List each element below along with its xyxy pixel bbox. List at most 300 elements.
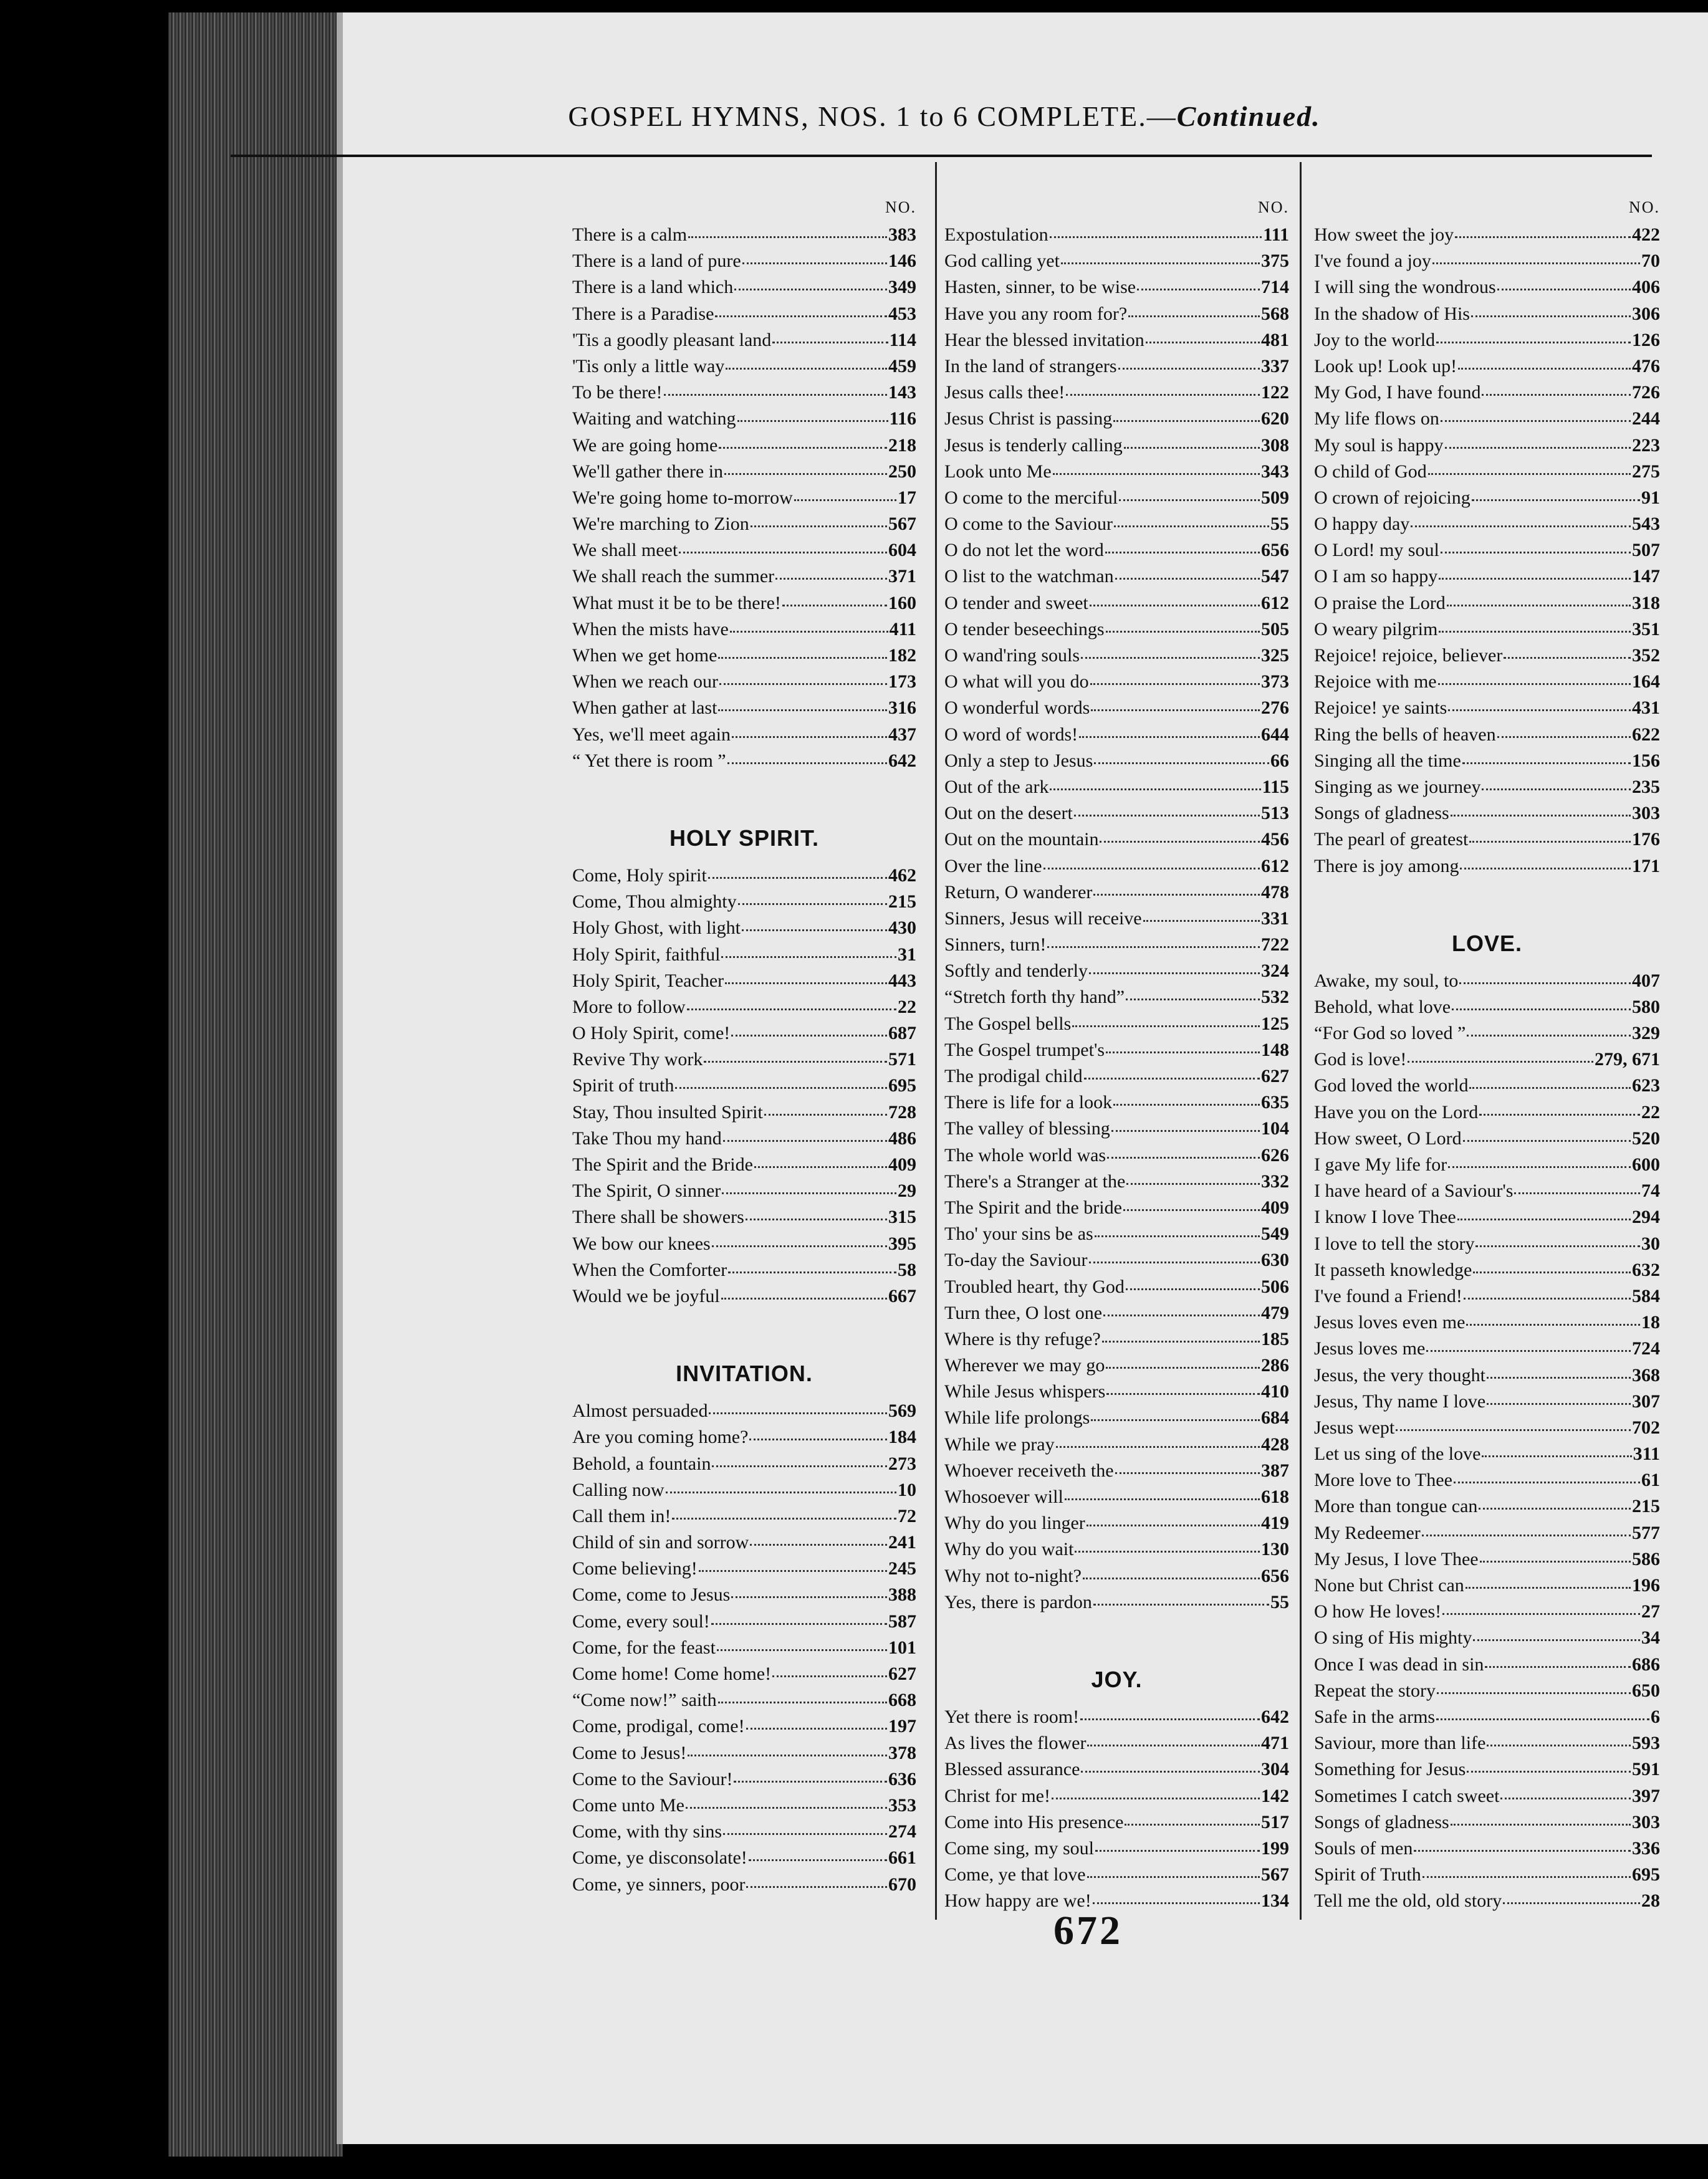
hymn-number: 687	[888, 1023, 916, 1044]
section-title: INVITATION.	[676, 1361, 813, 1387]
hymn-title: There is a land which	[572, 277, 734, 298]
hymn-title: Why do you linger	[944, 1513, 1085, 1534]
dot-leader	[1469, 1087, 1631, 1089]
hymn-number: 304	[1261, 1759, 1289, 1780]
hymn-title: Why not to-night?	[944, 1565, 1082, 1586]
hymn-title: Come unto Me	[572, 1794, 684, 1816]
hymn-title: Something for Jesus	[1314, 1759, 1466, 1780]
hymn-index-entry	[944, 1460, 1289, 1487]
hymn-index-entry	[572, 619, 916, 645]
hymn-title: Jesus Christ is passing	[944, 408, 1113, 429]
hymn-number: 22	[1641, 1101, 1660, 1123]
hymn-number: 577	[1632, 1522, 1660, 1543]
hymn-index-entry	[572, 1128, 916, 1154]
hymn-title: O crown of rejoicing	[1314, 487, 1471, 508]
hymn-title: Only a step to Jesus	[944, 750, 1093, 771]
hymn-number: 316	[888, 697, 916, 719]
hymn-number: 407	[1632, 970, 1660, 991]
hymn-number: 122	[1261, 382, 1289, 403]
hymn-number: 580	[1632, 996, 1660, 1017]
hymn-index-entry	[944, 1276, 1289, 1303]
hymn-title: O tender and sweet	[944, 592, 1088, 613]
hymn-index-entry	[944, 934, 1289, 960]
hymn-title: Jesus calls thee!	[944, 382, 1065, 403]
hymn-index-entry	[572, 487, 916, 514]
hymn-title: Whosoever will	[944, 1487, 1063, 1507]
hymn-number: 184	[888, 1427, 916, 1448]
dot-leader	[717, 1649, 887, 1651]
hymn-number: 478	[1261, 881, 1289, 903]
hymn-index-entry	[1314, 619, 1660, 645]
hymn-number: 620	[1261, 408, 1289, 429]
hymn-title: Turn thee, O lost one	[944, 1302, 1103, 1323]
hymn-number: 245	[888, 1558, 916, 1579]
hymn-title: Come, come to Jesus	[572, 1584, 731, 1606]
dot-leader	[749, 1439, 887, 1440]
hymn-index-entry	[944, 803, 1289, 829]
hymn-title: Why do you wait	[944, 1539, 1074, 1560]
hymn-title: There is joy among	[1314, 855, 1459, 876]
hymn-index-entry	[944, 1487, 1289, 1513]
dot-leader	[1423, 1876, 1631, 1878]
hymn-index-entry	[572, 1611, 916, 1637]
hymn-index-entry	[944, 566, 1289, 592]
hymn-title: We bow our knees	[572, 1233, 711, 1254]
page-number: 672	[1053, 1908, 1123, 1953]
dot-leader	[675, 1087, 887, 1089]
hymn-index-entry	[572, 382, 916, 408]
section-title: LOVE.	[1451, 930, 1523, 956]
hymn-title: Look unto Me	[944, 461, 1052, 482]
hymn-number: 410	[1261, 1381, 1289, 1402]
hymn-title: O Holy Spirit, come!	[572, 1023, 731, 1044]
dot-leader	[1061, 262, 1260, 264]
hymn-number: 695	[888, 1075, 916, 1096]
hymn-title: Holy Spirit, Teacher	[572, 970, 724, 991]
hymn-title: We shall reach the summer	[572, 566, 775, 587]
hymn-index-entry	[944, 1092, 1289, 1118]
dot-leader	[1106, 1367, 1260, 1369]
hymn-index-entry	[944, 1329, 1289, 1355]
hymn-title: There is a calm	[572, 224, 688, 245]
hymn-index-entry	[1314, 540, 1660, 566]
dot-leader	[721, 1298, 887, 1300]
hymn-title: When the mists have	[572, 618, 729, 639]
dot-leader	[1114, 525, 1269, 527]
dot-leader	[708, 877, 887, 879]
hymn-number: 66	[1270, 750, 1289, 771]
hymn-index-entry	[1314, 461, 1660, 487]
hymn-title: We'll gather there in	[572, 461, 724, 482]
dot-leader	[1439, 631, 1631, 633]
dot-leader	[1514, 1192, 1640, 1194]
hymn-index-entry	[572, 1874, 916, 1900]
hymn-index-entry	[572, 1075, 916, 1101]
hymn-index-entry	[944, 1566, 1289, 1592]
hymn-number: 130	[1261, 1539, 1289, 1560]
hymn-index-entry	[572, 891, 916, 917]
hymn-number: 395	[888, 1233, 916, 1254]
hymn-number: 567	[1261, 1864, 1289, 1885]
hymn-index-entry	[1314, 1523, 1660, 1549]
hymn-title: O praise the Lord	[1314, 592, 1446, 613]
hymn-number: 604	[888, 540, 916, 561]
hymn-title: God calling yet	[944, 251, 1060, 272]
dot-leader	[1090, 605, 1260, 606]
hymn-index-entry	[944, 856, 1289, 882]
hymn-index-entry	[572, 1769, 916, 1795]
dot-leader	[726, 368, 887, 370]
hymn-title: Songs of gladness	[1314, 1811, 1449, 1832]
hymn-title: O word of words!	[944, 724, 1078, 745]
hymn-index-entry	[944, 1355, 1289, 1381]
hymn-number: 656	[1261, 540, 1289, 561]
hymn-number: 91	[1641, 487, 1660, 508]
dot-leader	[1113, 1104, 1260, 1106]
hymn-number: 171	[1632, 855, 1660, 876]
hymn-title: I love to tell the story	[1314, 1233, 1475, 1254]
hymn-index-entry	[944, 1171, 1289, 1197]
hymn-title: Over the line	[944, 855, 1042, 876]
dot-leader	[1452, 1008, 1631, 1010]
hymn-number: 702	[1632, 1417, 1660, 1438]
dot-leader	[725, 982, 887, 984]
hymn-number: 10	[898, 1479, 916, 1500]
hymn-number: 375	[1261, 251, 1289, 272]
hymn-index-entry	[1314, 1391, 1660, 1417]
section-title: JOY.	[1091, 1666, 1143, 1692]
hymn-number: 586	[1632, 1548, 1660, 1569]
dot-leader	[1137, 289, 1260, 290]
hymn-number: 34	[1641, 1627, 1660, 1649]
hymn-title: Sinners, turn!	[944, 934, 1047, 955]
hymn-title: Revive Thy work	[572, 1049, 703, 1070]
hymn-index-entry	[1314, 1365, 1660, 1391]
hymn-title: Hear the blessed invitation	[944, 329, 1144, 350]
hymn-title: To-day the Saviour	[944, 1250, 1088, 1271]
dot-leader	[1074, 815, 1260, 817]
hymn-index-entry	[572, 997, 916, 1023]
dot-leader	[1441, 420, 1631, 422]
dot-leader	[1473, 1271, 1631, 1273]
hymn-title: Singing all the time	[1314, 750, 1461, 771]
hymn-number: 443	[888, 970, 916, 991]
hymn-index-entry	[944, 960, 1289, 987]
dot-leader	[1106, 631, 1260, 633]
hymn-title: The prodigal child	[944, 1066, 1083, 1086]
hymn-number: 182	[888, 645, 916, 666]
hymn-index-entry	[944, 882, 1289, 908]
hymn-number: 506	[1261, 1276, 1289, 1297]
hymn-title: O wand'ring souls	[944, 645, 1080, 666]
hymn-number: 644	[1261, 724, 1289, 745]
dot-leader	[1124, 447, 1260, 449]
hymn-number: 476	[1632, 355, 1660, 376]
dot-leader	[1482, 394, 1631, 396]
hymn-number: 185	[1261, 1328, 1289, 1349]
hymn-number: 215	[1632, 1496, 1660, 1517]
hymn-index-entry	[1314, 1128, 1660, 1154]
hymn-index-entry	[944, 224, 1289, 251]
hymn-title: We're marching to Zion	[572, 514, 749, 535]
hymn-title: Once I was dead in sin	[1314, 1654, 1484, 1675]
hymn-number: 17	[898, 487, 916, 508]
hymn-index-entry	[1314, 750, 1660, 777]
dot-leader	[727, 762, 887, 764]
hymn-index-entry	[572, 1690, 916, 1716]
hymn-index-entry	[1314, 1180, 1660, 1207]
hymn-index-entry	[944, 251, 1289, 277]
hymn-index-entry	[1314, 1207, 1660, 1233]
hymn-number: 459	[888, 355, 916, 376]
dot-leader	[1094, 762, 1269, 764]
book-spine-edge	[168, 12, 343, 2157]
hymn-number: 337	[1261, 355, 1289, 376]
hymn-number: 520	[1632, 1128, 1660, 1149]
hymn-index-entry	[1314, 356, 1660, 382]
hymn-title: “Come now!” saith	[572, 1690, 717, 1711]
hymn-title: While we pray	[944, 1434, 1055, 1455]
hymn-title: The pearl of greatest	[1314, 829, 1469, 850]
hymn-title: Wherever we may go	[944, 1355, 1105, 1376]
hymn-title: In the land of strangers	[944, 355, 1117, 376]
dot-leader	[1451, 1824, 1631, 1826]
dot-leader	[1080, 1718, 1260, 1720]
hymn-title: O child of God	[1314, 461, 1427, 482]
hymn-number: 111	[1263, 224, 1289, 245]
hymn-title: Expostulation	[944, 224, 1048, 245]
dot-leader	[715, 315, 887, 317]
hymn-index-entry	[572, 1532, 916, 1558]
hymn-index-entry	[944, 908, 1289, 934]
hymn-index-entry	[572, 1102, 916, 1128]
hymn-number: 642	[888, 750, 916, 771]
hymn-title: Rejoice with me	[1314, 671, 1437, 692]
hymn-title: Child of sin and sorrow	[572, 1532, 749, 1553]
dot-leader	[1044, 868, 1260, 869]
dot-leader	[1487, 1403, 1631, 1405]
hymn-number: 331	[1261, 908, 1289, 929]
hymn-index-entry	[1314, 1417, 1660, 1444]
hymn-number: 324	[1261, 960, 1289, 982]
hymn-number: 101	[888, 1637, 916, 1658]
hymn-index-entry	[1314, 1680, 1660, 1707]
dot-leader	[1459, 982, 1631, 984]
dot-leader	[1469, 841, 1631, 843]
hymn-index-entry	[944, 645, 1289, 671]
hymn-index-entry	[1314, 856, 1660, 882]
hymn-index-entry	[1314, 1102, 1660, 1128]
dot-leader	[746, 1886, 887, 1888]
dot-leader	[738, 903, 887, 905]
hymn-number: 373	[1261, 671, 1289, 692]
index-column-1	[572, 198, 916, 1900]
header-rule	[231, 155, 1652, 157]
dot-leader	[1093, 1902, 1260, 1904]
hymn-number: 383	[888, 224, 916, 245]
hymn-index-entry	[944, 1513, 1289, 1539]
hymn-index-entry	[1314, 277, 1660, 303]
dot-leader	[664, 394, 888, 396]
hymn-number: 612	[1261, 592, 1289, 613]
dot-leader	[1454, 1482, 1640, 1483]
hymn-index-entry	[944, 356, 1289, 382]
dot-leader	[1471, 315, 1631, 317]
dot-leader	[1460, 868, 1631, 869]
hymn-index-entry	[572, 1180, 916, 1207]
hymn-number: 587	[888, 1611, 916, 1632]
dot-leader	[728, 1271, 896, 1273]
dot-leader	[1084, 1078, 1260, 1080]
hymn-index-entry	[1314, 970, 1660, 997]
hymn-number: 549	[1261, 1224, 1289, 1245]
hymn-index-entry	[572, 1049, 916, 1075]
dot-leader	[1126, 1183, 1260, 1185]
hymn-index-entry	[1314, 1049, 1660, 1075]
hymn-number: 29	[898, 1180, 916, 1202]
hymn-title: I gave My life for	[1314, 1154, 1447, 1175]
hymn-number: 325	[1261, 645, 1289, 666]
hymn-number: 668	[888, 1690, 916, 1711]
dot-leader	[1487, 1377, 1631, 1379]
hymn-title: When gather at last	[572, 697, 717, 719]
hymn-index-entry	[944, 1592, 1289, 1618]
hymn-title: When the Comforter	[572, 1259, 727, 1280]
hymn-index-entry	[572, 435, 916, 461]
hymn-number: 567	[888, 514, 916, 535]
hymn-index-entry	[1314, 724, 1660, 750]
hymn-number: 148	[1261, 1039, 1289, 1060]
hymn-title: O wonderful words	[944, 697, 1090, 719]
hymn-index-entry	[572, 1260, 916, 1286]
hymn-title: Behold, what love	[1314, 996, 1451, 1017]
hymn-index-entry	[944, 1707, 1289, 1733]
hymn-number: 315	[888, 1207, 916, 1228]
dot-leader	[1448, 1166, 1631, 1168]
hymn-title: Where is thy refuge?	[944, 1328, 1101, 1349]
hymn-number: 627	[1261, 1066, 1289, 1086]
hymn-index-entry	[944, 1786, 1289, 1812]
dot-leader	[1102, 1341, 1260, 1343]
hymn-number: 627	[888, 1664, 916, 1684]
dot-leader	[1128, 315, 1260, 317]
dot-leader	[1451, 815, 1631, 817]
hymn-title: While life prolongs	[944, 1407, 1090, 1429]
dot-leader	[1455, 236, 1631, 238]
dot-leader	[737, 420, 888, 422]
hymn-index-entry	[1314, 697, 1660, 724]
dot-leader	[1143, 920, 1260, 922]
dot-leader	[1091, 1419, 1260, 1421]
dot-leader	[1065, 1498, 1260, 1500]
hymn-index-entry	[572, 408, 916, 434]
hymn-title: Come, Thou almighty	[572, 891, 737, 912]
dot-leader	[718, 1702, 887, 1703]
dot-leader	[1100, 841, 1260, 843]
hymn-title: Sinners, Jesus will receive	[944, 908, 1142, 929]
hymn-index-entry	[572, 750, 916, 777]
dot-leader	[1106, 1051, 1260, 1053]
hymn-title: My Redeemer	[1314, 1522, 1421, 1543]
hymn-number: 143	[888, 382, 916, 403]
dot-leader	[1081, 657, 1260, 659]
hymn-title: Rejoice! ye saints	[1314, 697, 1447, 719]
hymn-index-entry	[944, 1381, 1289, 1407]
dot-leader	[1438, 683, 1631, 685]
dot-leader	[1503, 1902, 1640, 1904]
dot-leader	[719, 447, 887, 449]
dot-leader	[722, 1192, 896, 1194]
column-number-label: NO.	[885, 198, 916, 216]
hymn-title: Take Thou my hand	[572, 1128, 722, 1149]
hymn-index-entry	[1314, 1075, 1660, 1101]
hymn-title: Safe in the arms	[1314, 1706, 1436, 1727]
hymn-title: Come, with thy sins	[572, 1821, 722, 1842]
hymn-title: The Gospel bells	[944, 1013, 1072, 1034]
hymn-title: My life flows on	[1314, 408, 1439, 429]
hymn-title: Jesus, the very thought	[1314, 1364, 1485, 1386]
dot-leader	[666, 1492, 897, 1493]
dot-leader	[750, 1544, 887, 1546]
hymn-index-entry	[1314, 330, 1660, 356]
dot-leader	[709, 1412, 887, 1414]
hymn-number: 244	[1632, 408, 1660, 429]
hymn-title: Yet there is room!	[944, 1706, 1080, 1727]
hymn-index-entry	[944, 987, 1289, 1013]
hymn-title: There shall be showers	[572, 1207, 744, 1228]
hymn-title: God loved the world	[1314, 1075, 1469, 1096]
hymn-title: Awake, my soul, to	[1314, 970, 1459, 991]
hymn-title: Come, ye sinners, poor	[572, 1874, 746, 1895]
dot-leader	[1485, 1666, 1631, 1668]
hymn-index-entry	[944, 1812, 1289, 1838]
hymn-index-entry	[572, 1023, 916, 1049]
hymn-number: 164	[1632, 671, 1660, 692]
hymn-number: 388	[888, 1584, 916, 1606]
hymn-index-entry	[944, 1864, 1289, 1890]
hymn-index-entry	[572, 1795, 916, 1821]
hymn-number: 286	[1261, 1355, 1289, 1376]
hymn-title: More love to Thee	[1314, 1470, 1452, 1491]
hymn-number: 600	[1632, 1154, 1660, 1175]
hymn-title: My Jesus, I love Thee	[1314, 1548, 1479, 1569]
hymn-index-entry	[1314, 566, 1660, 592]
hymn-title: More than tongue can	[1314, 1496, 1478, 1517]
hymn-title: Holy Ghost, with light	[572, 917, 741, 939]
hymn-title: Christ for me!	[944, 1785, 1050, 1806]
hymn-title: Tell me the old, old story	[1314, 1890, 1502, 1912]
hymn-index-entry	[1314, 1812, 1660, 1838]
hymn-number: 146	[888, 251, 916, 272]
hymn-index-entry	[572, 1637, 916, 1664]
dot-leader	[731, 1035, 887, 1037]
hymn-number: 593	[1632, 1733, 1660, 1754]
hymn-number: 30	[1641, 1233, 1660, 1254]
hymn-number: 722	[1261, 934, 1289, 955]
hymn-title: O sing of His mighty	[1314, 1627, 1472, 1649]
dot-leader	[1457, 1219, 1631, 1220]
hymn-index-entry	[1314, 1627, 1660, 1654]
hymn-title: Stay, Thou insulted Spirit	[572, 1101, 763, 1123]
hymn-title: Souls of men	[1314, 1837, 1413, 1859]
hymn-number: 632	[1632, 1259, 1660, 1280]
hymn-title: Come, prodigal, come!	[572, 1716, 745, 1737]
hymn-title: O come to the Saviour	[944, 514, 1113, 535]
hymn-number: 215	[888, 891, 916, 912]
hymn-number: 667	[888, 1285, 916, 1306]
hymn-index-entry	[1314, 1496, 1660, 1522]
hymn-index-entry	[572, 566, 916, 592]
